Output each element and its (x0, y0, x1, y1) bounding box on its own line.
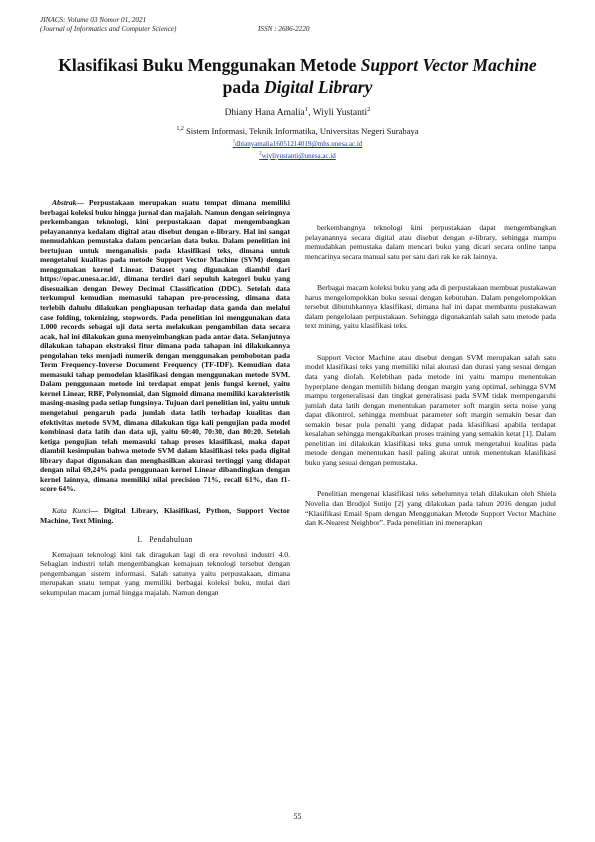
keywords-text: Digital Library, Klasifikasi, Python, Support Vector Machine, Text Mining. (40, 505, 291, 525)
email-link-1[interactable] (40, 140, 555, 148)
author-1-sup: 1 (304, 105, 309, 113)
affiliation-sup: 1,2 (176, 126, 184, 133)
issn-label: ISSN : 2686-2220 (258, 25, 310, 33)
paper-title (40, 54, 555, 98)
section-heading (40, 535, 290, 545)
keywords (40, 506, 290, 525)
abstract-text: Perpustakaan merupakan suatu tempat dimana memiliki berbagai koleksi buku hingga jurnal dan majalah. Namun dengan seiringnya perkembangan teknologi, kini perpustakaan dapat mengembangkan pelayanannya kedalam digital atau disebut dengan e-library. Hal ini sangat memudahkan pemustaka dalam pencarian data buku. Dalam penelitian ini bertujuan untuk menganalisis pada klasifikasi teks, dimana untuk mengetahui kualitas pada metode Support Vector Machine (SVM) dengan menggunakan kernel Linear. Dataset yang digunakan diambil dari https://opac.unesa.ac.id/, dimana terdiri dari sepuluh kategori buku yang disesuaikan dengan Dewey Decimal Classification (DDC). Setelah data terkumpul kemudian memasuki tahapan pre-processing, dimana data terlebih dahulu dilakukan penghapusan terhadap data ganda dan melalui case folding, tokenizing, stopwords. Pada penelitian ini menggunakan data 1.000 records sebagai uji data serta melakukan pengambilan data secara acak, hal ini dilakukan guna menyeimbangkan pada antar data. Selanjutnya dilakukan tahapan ekstraksi fitur dimana pada tahapan ini dilakukannya pengolahan teks menjadi numerik dengan menggunakan pembobotan pada Term Frequency-Inverse Document Frequency (TF-IDF). Kemudian data memasuki tahap pemodelan klasifikasi dengan menggunakan metode SVM. Dalam penggunaan metode ini terdapat empat jenis fungsi kernel, yaitu kernel Linear, RBF, Polynomial, dan Sigmoid dimana memiliki karakteristik masing-masing pada setiap fungsinya. Tujuan dari penelitian ini, yaitu untuk mengetahui pengaruh pada jumlah data latih terhadap kualitas dan efektivitas metode SVM, dimana dilakukan tiga kali pengujian pada model kombinasi data latih dan data uji, yaitu 60:40, 70:30, dan 80:20. Setelah ketiga pengujian telah memasuki tahap proses klasifikasi, maka dapat diambil kesimpulan bahwa metode SVM dalam klasifikasi teks pada digital library dapat digunakan dan menghasilkan akurasi tertinggi yang didapat dengan nilai 69,24% pada penggunaan kernel Linear dibandingkan dengan kernel lainnya, dimana memiliki nilai precision 71%, recall 61%, dan f1-score 64%. (40, 198, 290, 494)
email-link-2[interactable] (40, 152, 555, 160)
right-column (305, 223, 556, 550)
email-1-sup: 1 (232, 139, 236, 145)
section-numeral: I. (137, 535, 143, 545)
journal-volume-line: JINACS: Volume 03 Nomor 01, 2021 (40, 16, 147, 24)
email-2-text: wiyliyustanti@unesa.ac.id (261, 152, 336, 160)
email-1-text: dhianyamalia16051214019@mhs.unesa.ac.id (235, 140, 363, 148)
affiliation-text: Sistem Informasi, Teknik Informatika, Universitas Negeri Surabaya (183, 126, 419, 136)
author-1: Dhiany Hana Amalia (224, 108, 305, 118)
email-2-sup: 2 (259, 151, 262, 157)
title-part-1: Klasifikasi Buku Menggunakan Metode (58, 55, 361, 75)
intro-paragraph-5: Penelitian mengenai klasifikasi teks sebelumnya telah dilakukan oleh Shiela Novelia dan Brodjol Sutijo [2] yang dilakukan pada tahun 2016 dengan judul “Klasifikasi Email Spam dengan Menggunakan Metode Support Vector Machine dan K-Nearest Neighbor”. Pada penelitian ini menerapkan (305, 489, 556, 528)
intro-paragraph-4: Support Vector Machine atau disebut dengan SVM merupakan salah satu model klasifikasi teks yang memiliki nilai akurasi dan durasi yang sesuai dengan data yang diolah. Kelebihan pada metode ini yaitu mampu menentukan hyperplane dengan memilih bidang dengan margin yang optimal, sehingga SVM mampu tergeneralisasi dan tingkat generalisasi pada SVM tidak mempengaruhi jumlah data latih dengan menentukan parameter soft margin serta noise yang dapat dikontrol, sehingga membuat parameter soft margin semakin besar dan semakin besar pula penalti yang didapat pada klasifikasi apabila terdapat kesalahan sehingga mengakibatkan proses training yang semakin ketat [1]. Dalam penelitian ini dilakukan klasifikasi teks guna untuk mengetahui kualitas pada metode dengan menentukan hasil paling akurat untuk menentukan klasifikasi buku yang sesuai dengan pemustaka. (305, 352, 556, 467)
intro-paragraph-1: Kemajuan teknologi kini tak diragukan lagi di era revolusi industri 4.0. Sebagian industri telah mengembangkan kemajuan teknologi tersebut dengan pengembangan sistem informasi. Salah satunya yaitu perpustakaan, dimana merupakan suatu tempat yang memiliki berbagai koleksi buku, mulai dari sekumpulan macam jurnal hingga majalah. Namun dengan (40, 549, 290, 597)
author-2: Wiyli Yustanti (312, 108, 368, 118)
title-part-4: Digital Library (263, 77, 373, 97)
left-column (40, 198, 290, 597)
abstract-dash: — (76, 198, 90, 207)
title-part-2: Support Vector Machine (360, 55, 537, 75)
intro-paragraph-3: Berbagai macam koleksi buku yang ada di perpustakaan membuat pustakawan harus mengelompokkan buku sesuai dengan kebutuhan. Dalam pengelompokkan tersebut dibutuhkannya klasifikasi, dimana hal ini dapat membantu pustakawan dalam pengelolaan perpustakaan. Sehingga digunakanlah salah satu metode pada text mining, yaitu klasifikasi teks. (305, 283, 556, 331)
affiliation (40, 126, 555, 136)
section-title: Pendahuluan (149, 535, 193, 545)
intro-paragraph-2: berkembangnya teknologi kini perpustakaan dapat mengembangkan pelayanannya secara digital atau disebut dengan e-library, sehingga mampu memudahkan pemustaka dalam mencari buku yang dicari secara online tanpa mencarinya secara manual satu per satu dari rak ke rak lainnya. (305, 223, 556, 261)
page-number: 55 (293, 812, 302, 821)
author-separator: , (308, 108, 313, 118)
keywords-dash: — (90, 505, 104, 515)
abstract-label: Abstrak (52, 198, 77, 207)
journal-name-line: (Journal of Informatics and Computer Science) (40, 25, 177, 33)
author-list (40, 105, 555, 118)
title-part-3: pada (222, 77, 264, 97)
abstract (40, 198, 290, 494)
keywords-label: Kata Kunci (52, 505, 91, 515)
author-2-sup: 2 (367, 105, 371, 113)
